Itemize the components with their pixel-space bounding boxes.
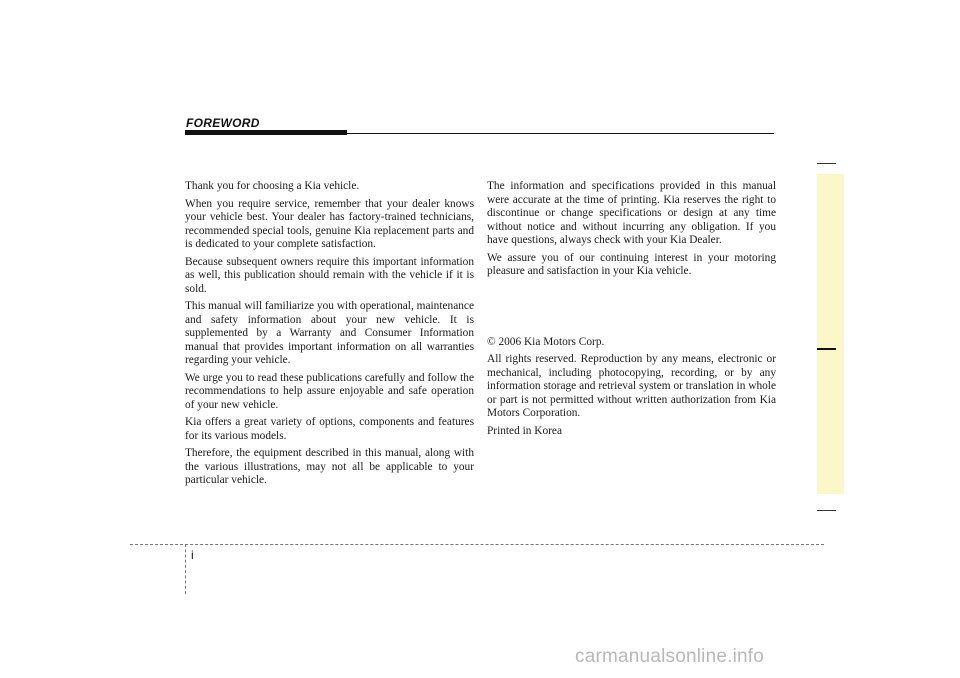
paragraph: Thank you for choosing a Kia vehicle. [185, 180, 360, 192]
paragraph: When you require service, remember that your dealer knows your vehicle best. Your dealer has factory-trained technicians, recommended special tools, genuine Kia replacement parts and is dedicated to your complete satisfaction. [185, 197, 474, 250]
tab-marker [817, 163, 836, 164]
footer-crop-mark [185, 544, 186, 594]
tab-marker [817, 510, 836, 511]
tab-marker-active [817, 348, 836, 350]
paragraph: We assure you of our continuing interest in your motoring pleasure and satisfaction in your Kia vehicle. [487, 251, 776, 277]
footer-rule [130, 544, 824, 545]
paragraph: We urge you to read these publications carefully and follow the recommendations to help assure enjoyable and safe operation of your new vehicle. [185, 371, 474, 411]
header-rule [347, 133, 774, 134]
printed-in: Printed in Korea [487, 424, 562, 437]
header-bar [185, 130, 347, 135]
section-title: FOREWORD [186, 116, 260, 130]
paragraph: This manual will familiarize you with operational, maintenance and safety information about your new vehicle. It is supplemented by a Warranty and Consumer Information manual that provides important information on all warranties regarding your vehicle. [185, 300, 474, 366]
page-number: i [191, 548, 194, 562]
paragraph: Because subsequent owners require this important information as well, this publication should remain with the vehicle if it is sold. [185, 255, 474, 295]
paragraph: Kia offers a great variety of options, components and features for its various models. [185, 416, 474, 442]
paragraph: The information and specifications provided in this manual were accurate at the time of printing. Kia reserves the right to discontinue or change specifications or design at any time without notice and without incurring any obligation. If you have questions, always check with your Kia Dealer. [487, 180, 776, 246]
section-tab-strip [817, 174, 844, 494]
spacer [487, 283, 776, 336]
watermark: carmanualsonline.info [575, 646, 765, 667]
copyright-line: © 2006 Kia Motors Corp. [487, 335, 605, 348]
left-column [185, 180, 474, 492]
right-column [487, 180, 776, 442]
paragraph: Therefore, the equipment described in this manual, along with the various illustrations, may not all be applicable to your particular vehicle. [185, 447, 474, 486]
rights-notice: All rights reserved. Reproduction by any means, electronic or mechanical, including photocopying, recording, or by any information storage and retrieval system or translation in whole or part is not permitted without written authorization from Kia Motors Corporation. [487, 353, 776, 419]
